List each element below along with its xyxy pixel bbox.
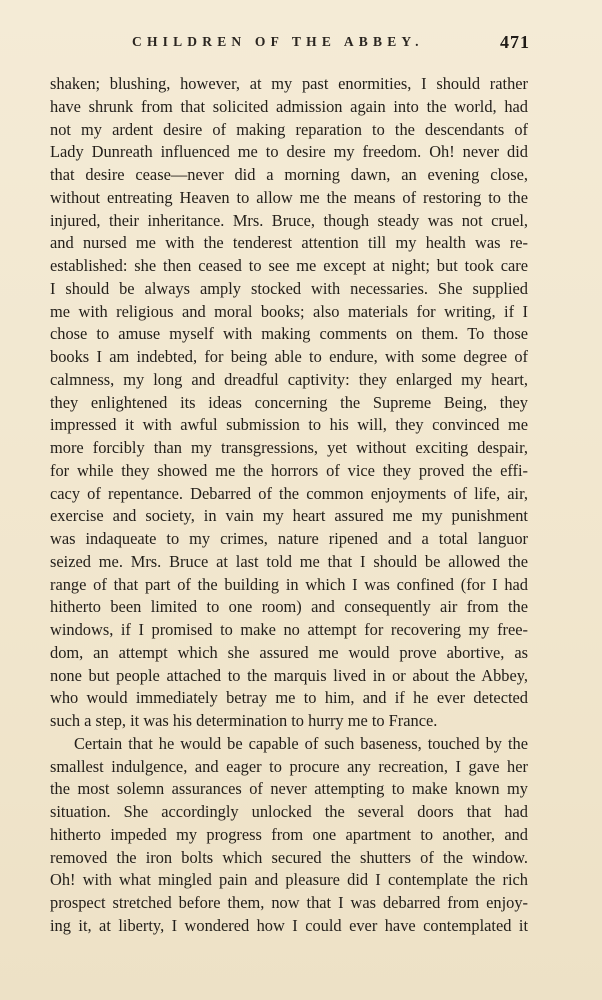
body-text <box>50 73 528 938</box>
text-line: dom, an attempt which she assured me would prove abortive, as <box>50 642 528 662</box>
text-line: Oh! with what mingled pain and pleasure did I contemplate the rich <box>50 870 528 890</box>
text-line: prospect stretched before them, now that I was debarred from enjoy- <box>50 893 528 912</box>
text-line: the most solemn assurances of never attempting to make known my <box>50 779 528 799</box>
text-line: Lady Dunreath influenced me to desire my freedom. Oh! never did <box>50 142 528 162</box>
text-line: such a step, it was his determination to hurry me to France. <box>50 711 438 730</box>
running-head: CHILDREN OF THE ABBEY. <box>132 34 424 49</box>
text-line: smallest indulgence, and eager to procure any recreation, I gave her <box>50 756 528 776</box>
text-line: removed the iron bolts which secured the shutters of the window. <box>50 847 528 867</box>
text-line: who would immediately betray me to him, and if he ever detected <box>50 688 528 708</box>
text-line: range of that part of the building in which I was confined (for I had <box>50 574 528 594</box>
text-line: chose to amuse myself with making comments on them. To those <box>50 324 528 344</box>
text-line: exercise and society, in vain my heart assured me my punishment <box>50 506 528 526</box>
text-line: was indaqueate to my crimes, nature ripened and a total languor <box>50 529 528 548</box>
page-header <box>0 34 602 58</box>
text-line: windows, if I promised to make no attempt for recovering my free- <box>50 620 528 639</box>
text-line: seized me. Mrs. Bruce at last told me that I should be allowed the <box>50 551 528 571</box>
text-line: they enlightened its ideas concerning the Supreme Being, they <box>50 392 528 412</box>
text-line: injured, their inheritance. Mrs. Bruce, though steady was not cruel, <box>50 210 528 230</box>
text-line: none but people attached to the marquis lived in or about the Abbey, <box>50 665 528 685</box>
text-line: hitherto been limited to one room) and consequently air from the <box>50 597 528 617</box>
text-line: that desire cease—never did a morning dawn, an evening close, <box>50 165 528 184</box>
text-line: I should be always amply stocked with necessaries. She supplied <box>50 278 528 298</box>
text-line: for while they showed me the horrors of vice they proved the effi- <box>50 460 528 480</box>
text-line: established: she then ceased to see me except at night; but took care <box>50 256 528 275</box>
text-line: more forcibly than my transgressions, yet without exciting despair, <box>50 438 528 457</box>
text-line: situation. She accordingly unlocked the several doors that had <box>50 802 528 821</box>
page-number: 471 <box>500 32 530 52</box>
text-line: ing it, at liberty, I wondered how I could ever have contemplated it <box>50 915 528 935</box>
text-line: hitherto impeded my progress from one apartment to another, and <box>50 824 528 844</box>
text-line: shaken; blushing, however, at my past enormities, I should rather <box>50 74 528 93</box>
text-line: me with religious and moral books; also materials for writing, if I <box>50 301 528 321</box>
text-line: impressed it with awful submission to his will, they convinced me <box>50 415 528 435</box>
text-line: without entreating Heaven to allow me the means of restoring to the <box>50 187 528 207</box>
text-line: books I am indebted, for being able to endure, with some degree of <box>50 347 528 366</box>
text-line: and nursed me with the tenderest attention till my health was re- <box>50 233 528 253</box>
text-line: Certain that he would be capable of such baseness, touched by the <box>74 733 528 753</box>
text-line: cacy of repentance. Debarred of the common enjoyments of life, air, <box>50 483 528 503</box>
text-line: not my ardent desire of making reparation to the descendants of <box>50 119 528 139</box>
text-line: calmness, my long and dreadful captivity: they enlarged my heart, <box>50 369 528 389</box>
text-line: have shrunk from that solicited admission again into the world, had <box>50 96 528 116</box>
